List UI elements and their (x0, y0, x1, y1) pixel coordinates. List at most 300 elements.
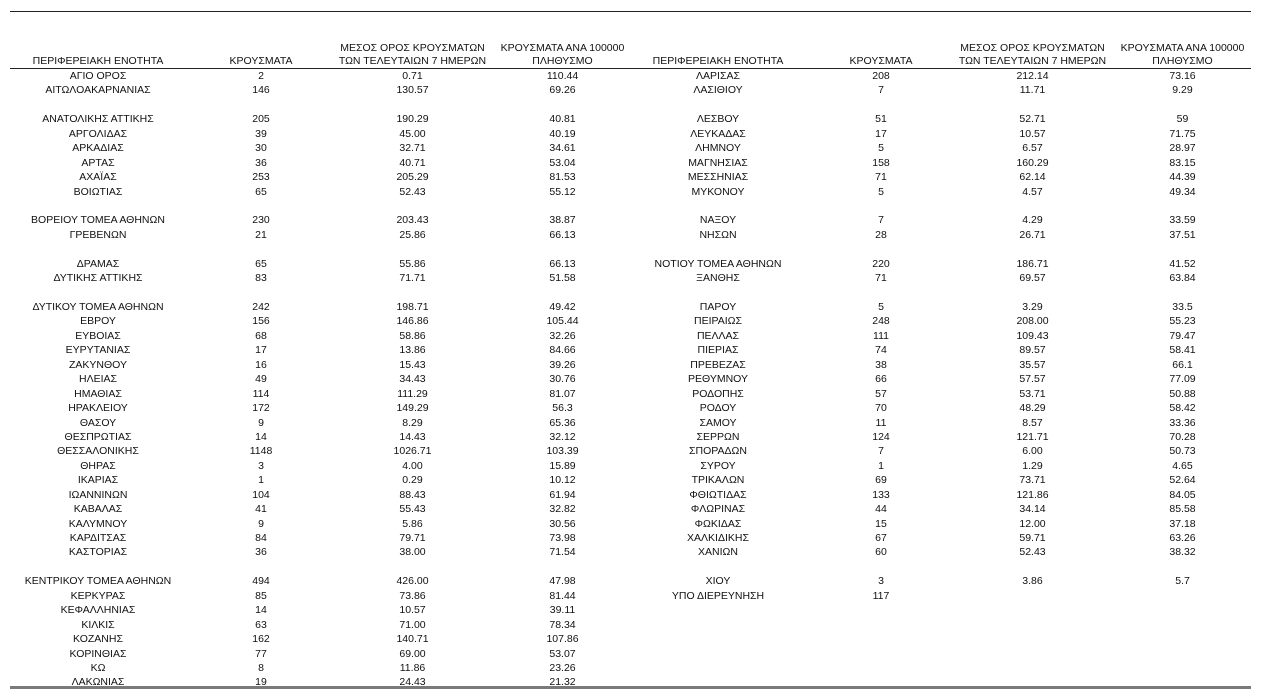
cell-cases: 36 (255, 546, 267, 559)
cell-cases: 7 (878, 214, 884, 227)
header-per100k (1115, 41, 1250, 68)
cell-cases: 41 (255, 503, 267, 516)
cell-avg7: 5.86 (402, 517, 423, 530)
cell-region: ΞΑΝΘΗΣ (696, 272, 740, 285)
cell-region: ΑΙΤΩΛΟΑΚΑΡΝΑΝΙΑΣ (45, 84, 151, 97)
cell-cases: 117 (872, 589, 890, 602)
cell-per100k: 73.98 (549, 532, 576, 544)
cell-cases: 11 (875, 416, 887, 429)
cell-cases: 1 (878, 459, 884, 472)
cell-cases: 1 (258, 474, 264, 487)
cell-region: ΚΑΣΤΟΡΙΑΣ (68, 546, 128, 559)
cell-region: ΜΑΓΝΗΣΙΑΣ (688, 156, 748, 169)
cell-region: ΠΙΕΡΙΑΣ (697, 344, 739, 357)
cell-avg7: 24.43 (399, 676, 426, 689)
cell-cases: 9 (258, 517, 264, 530)
cell-cases: 19 (255, 676, 267, 689)
cell-avg7: 111.29 (397, 387, 428, 400)
cell-cases: 104 (252, 488, 270, 501)
cell-region: ΡΟΔΟΠΗΣ (692, 387, 744, 400)
cell-region: ΚΕΝΤΡΙΚΟΥ ΤΟΜΕΑ ΑΘΗΝΩΝ (24, 575, 172, 588)
header-rule (10, 68, 1251, 69)
cell-avg7: 130.57 (396, 84, 429, 97)
cell-avg7: 6.57 (1022, 142, 1043, 155)
cell-region: ΠΕΛΛΑΣ (696, 329, 740, 342)
cell-region: ΣΑΜΟΥ (699, 416, 737, 429)
cell-region: ΙΩΑΝΝΙΝΩΝ (68, 488, 128, 501)
cell-region: ΒΟΙΩΤΙΑΣ (73, 185, 123, 198)
cell-per100k: 73.16 (1169, 70, 1196, 82)
cell-per100k: 38.87 (549, 214, 576, 227)
cell-cases: 66 (875, 373, 887, 386)
cell-cases: 84 (255, 532, 267, 544)
cell-region: ΚΟΡΙΝΘΙΑΣ (69, 647, 127, 660)
cell-per100k: 71.54 (549, 546, 576, 559)
cell-cases: 21 (255, 228, 267, 241)
cell-per100k: 49.42 (549, 301, 576, 313)
cell-avg7: 38.00 (399, 546, 426, 559)
cell-region: ΧΑΛΚΙΔΙΚΗΣ (687, 532, 749, 544)
cell-avg7: 11.86 (399, 661, 426, 674)
header-per100k (495, 41, 630, 68)
cell-per100k: 40.19 (549, 127, 576, 140)
header-region-text: ΠΕΡΙΦΕΡΕΙΑΚΗ ΕΝΟΤΗΤΑ (652, 55, 784, 67)
cell-cases: 253 (252, 171, 270, 184)
cell-cases: 1148 (249, 445, 273, 458)
cell-per100k: 110.44 (546, 70, 579, 82)
cell-cases: 156 (252, 315, 270, 328)
cell-per100k: 77.09 (1169, 373, 1196, 386)
cell-region: ΙΚΑΡΙΑΣ (77, 474, 119, 487)
cell-cases: 57 (875, 387, 887, 400)
cell-region: ΡΕΘΥΜΝΟΥ (687, 373, 748, 386)
header-per100k-line2: ΠΛΗΘΥΣΜΟ (532, 55, 593, 67)
cell-avg7: 52.71 (1019, 113, 1046, 126)
cell-cases: 85 (255, 589, 267, 602)
cell-cases: 248 (872, 315, 890, 328)
cell-region: ΗΜΑΘΙΑΣ (74, 387, 122, 400)
cell-per100k: 55.12 (549, 185, 576, 198)
cell-per100k: 33.59 (1169, 214, 1196, 227)
cell-per100k: 21.32 (549, 676, 576, 689)
cell-region: ΜΕΣΣΗΝΙΑΣ (687, 171, 749, 184)
cell-region: ΛΑΣΙΘΙΟΥ (693, 84, 743, 97)
cell-per100k: 103.39 (546, 445, 579, 458)
cell-cases: 3 (878, 575, 884, 588)
cell-per100k: 69.26 (549, 84, 576, 97)
cell-per100k: 49.34 (1169, 185, 1196, 198)
cell-per100k: 84.05 (1169, 488, 1196, 501)
cell-cases: 16 (255, 358, 267, 371)
cell-region: ΝΟΤΙΟΥ ΤΟΜΕΑ ΑΘΗΝΩΝ (654, 257, 782, 270)
cell-cases: 83 (255, 272, 267, 285)
cell-cases: 114 (252, 387, 270, 400)
cell-avg7: 57.57 (1019, 373, 1046, 386)
cell-cases: 49 (255, 373, 267, 386)
cell-region: ΥΠΟ ΔΙΕΡΕΥΝΗΣΗ (671, 589, 765, 602)
cell-region: ΚΩ (90, 661, 106, 674)
top-rule (10, 11, 1251, 12)
cell-per100k: 32.82 (549, 503, 576, 516)
cell-avg7: 48.29 (1019, 402, 1046, 415)
cell-cases: 28 (875, 228, 887, 241)
cell-per100k: 58.42 (1169, 402, 1196, 415)
cell-region: ΦΘΙΩΤΙΔΑΣ (689, 488, 747, 501)
cell-cases: 5 (878, 301, 884, 313)
cell-avg7: 73.71 (1019, 474, 1046, 487)
cell-per100k: 81.07 (549, 387, 576, 400)
cell-per100k: 71.75 (1169, 127, 1196, 140)
cell-region: ΗΛΕΙΑΣ (78, 373, 117, 386)
cell-avg7: 10.57 (399, 604, 426, 617)
cell-per100k: 66.13 (549, 257, 576, 270)
cell-avg7: 40.71 (399, 156, 426, 169)
cell-region: ΘΕΣΠΡΩΤΙΑΣ (64, 430, 132, 443)
cell-cases: 65 (255, 257, 267, 270)
cell-per100k: 44.39 (1169, 171, 1196, 184)
cell-cases: 71 (875, 171, 887, 184)
cell-cases: 9 (258, 416, 264, 429)
header-avg-line1: ΜΕΣΟΣ ΟΡΟΣ ΚΡΟΥΣΜΑΤΩΝ (960, 42, 1105, 54)
cell-avg7: 121.86 (1016, 488, 1049, 501)
cell-per100k: 81.44 (549, 589, 576, 602)
cell-avg7: 205.29 (396, 171, 429, 184)
cell-avg7: 8.29 (402, 416, 423, 429)
cell-avg7: 186.71 (1016, 257, 1049, 270)
cell-per100k: 50.73 (1169, 445, 1196, 458)
header-avg-line1: ΜΕΣΟΣ ΟΡΟΣ ΚΡΟΥΣΜΑΤΩΝ (340, 42, 485, 54)
cell-cases: 63 (255, 618, 267, 631)
cell-region: ΚΕΡΚΥΡΑΣ (70, 589, 126, 602)
cell-cases: 7 (878, 84, 884, 97)
cell-region: ΛΑΡΙΣΑΣ (696, 70, 740, 82)
cell-cases: 7 (878, 445, 884, 458)
cell-per100k: 28.97 (1169, 142, 1196, 155)
cell-cases: 124 (872, 430, 890, 443)
cell-region: ΛΑΚΩΝΙΑΣ (71, 676, 125, 689)
cell-cases: 38 (875, 358, 887, 371)
cell-per100k: 59 (1176, 113, 1189, 126)
bottom-rule (10, 686, 1251, 689)
header-cases-text: ΚΡΟΥΣΜΑΤΑ (229, 55, 293, 67)
cell-avg7: 109.43 (1016, 329, 1049, 342)
cell-region: ΦΩΚΙΔΑΣ (694, 517, 742, 530)
cell-per100k: 70.28 (1169, 430, 1196, 443)
cell-per100k: 83.15 (1169, 156, 1196, 169)
cell-region: ΝΗΣΩΝ (699, 228, 737, 241)
cell-region: ΡΟΔΟΥ (699, 402, 737, 415)
header-avg (955, 41, 1110, 68)
cell-per100k: 63.84 (1169, 272, 1196, 285)
cell-region: ΝΑΞΟΥ (699, 214, 737, 227)
cell-avg7: 212.14 (1016, 70, 1049, 82)
cell-avg7: 89.57 (1019, 344, 1046, 357)
cell-per100k: 81.53 (549, 171, 576, 184)
cell-avg7: 69.00 (399, 647, 426, 660)
cell-avg7: 121.71 (1016, 430, 1049, 443)
cell-region: ΔΡΑΜΑΣ (76, 257, 120, 270)
cell-avg7: 3.86 (1022, 575, 1043, 588)
cell-cases: 17 (255, 344, 267, 357)
cell-avg7: 1.29 (1022, 459, 1043, 472)
cell-cases: 60 (875, 546, 887, 559)
cell-cases: 70 (875, 402, 887, 415)
header-region (620, 41, 816, 68)
cell-avg7: 14.43 (399, 430, 426, 443)
cell-per100k: 30.76 (549, 373, 576, 386)
cell-region: ΔΥΤΙΚΗΣ ΑΤΤΙΚΗΣ (53, 272, 143, 285)
cell-region: ΚΑΛΥΜΝΟΥ (68, 517, 128, 530)
cell-per100k: 37.18 (1169, 517, 1196, 530)
cell-avg7: 11.71 (1019, 84, 1046, 97)
cell-per100k: 23.26 (549, 661, 576, 674)
cell-region: ΑΧΑΪΑΣ (79, 171, 117, 184)
cell-per100k: 32.12 (549, 430, 576, 443)
cell-per100k: 78.34 (549, 618, 576, 631)
cell-per100k: 5.7 (1175, 575, 1190, 588)
cell-per100k: 32.26 (549, 329, 576, 342)
cell-avg7: 149.29 (396, 402, 429, 415)
cell-region: ΛΗΜΝΟΥ (695, 142, 741, 155)
cell-region: ΚΕΦΑΛΛΗΝΙΑΣ (60, 604, 136, 617)
cell-cases: 14 (255, 604, 267, 617)
header-cases (215, 41, 307, 68)
cell-cases: 39 (255, 127, 267, 140)
cell-per100k: 10.12 (549, 474, 576, 487)
cell-per100k: 33.5 (1172, 301, 1193, 313)
cell-region: ΚΙΛΚΙΣ (81, 618, 115, 631)
cell-region: ΧΑΝΙΩΝ (698, 546, 738, 559)
cell-cases: 3 (258, 459, 264, 472)
cell-avg7: 88.43 (399, 488, 426, 501)
cell-avg7: 203.43 (396, 214, 429, 227)
cell-region: ΣΠΟΡΑΔΩΝ (689, 445, 747, 458)
cell-region: ΚΑΒΑΛΑΣ (73, 503, 123, 516)
cell-avg7: 0.71 (402, 70, 423, 82)
cell-region: ΠΕΙΡΑΙΩΣ (694, 315, 742, 328)
cell-cases: 71 (875, 272, 887, 285)
cell-cases: 133 (872, 488, 890, 501)
cell-avg7: 426.00 (396, 575, 429, 588)
cell-region: ΔΥΤΙΚΟΥ ΤΟΜΕΑ ΑΘΗΝΩΝ (32, 301, 164, 313)
cell-avg7: 71.00 (399, 618, 426, 631)
cell-cases: 8 (258, 661, 264, 674)
cell-avg7: 10.57 (1019, 127, 1046, 140)
cell-cases: 69 (875, 474, 887, 487)
cell-cases: 158 (872, 156, 890, 169)
cell-avg7: 15.43 (399, 358, 426, 371)
cell-avg7: 55.43 (399, 503, 426, 516)
cell-region: ΗΡΑΚΛΕΙΟΥ (68, 402, 128, 415)
cell-per100k: 39.26 (549, 358, 576, 371)
cell-per100k: 51.58 (549, 272, 576, 285)
cell-avg7: 146.86 (396, 315, 429, 328)
cell-cases: 162 (252, 633, 270, 646)
cell-region: ΑΡΤΑΣ (81, 156, 115, 169)
cell-cases: 146 (252, 84, 270, 97)
cell-region: ΖΑΚΥΝΘΟΥ (68, 358, 127, 371)
cell-per100k: 52.64 (1169, 474, 1196, 487)
header-per100k-line2: ΠΛΗΘΥΣΜΟ (1152, 55, 1213, 67)
cell-avg7: 3.29 (1022, 301, 1043, 313)
cell-region: ΣΕΡΡΩΝ (696, 430, 740, 443)
cell-region: ΕΥΡΥΤΑΝΙΑΣ (65, 344, 131, 357)
cell-region: ΚΑΡΔΙΤΣΑΣ (69, 532, 127, 544)
cell-avg7: 71.71 (399, 272, 426, 285)
cell-avg7: 32.71 (399, 142, 426, 155)
cell-avg7: 190.29 (396, 113, 429, 126)
cell-region: ΑΡΓΟΛΙΔΑΣ (68, 127, 128, 140)
header-cases-text: ΚΡΟΥΣΜΑΤΑ (849, 55, 913, 67)
cell-avg7: 52.43 (1019, 546, 1046, 559)
header-per100k-line1: ΚΡΟΥΣΜΑΤΑ ΑΝΑ 100000 (1120, 42, 1245, 54)
cell-cases: 30 (255, 142, 267, 155)
cell-per100k: 79.47 (1169, 329, 1196, 342)
cell-avg7: 73.86 (399, 589, 426, 602)
cell-cases: 74 (875, 344, 887, 357)
cell-per100k: 84.66 (549, 344, 576, 357)
cell-per100k: 41.52 (1169, 257, 1196, 270)
cell-per100k: 34.61 (549, 142, 576, 155)
cell-avg7: 45.00 (399, 127, 426, 140)
cell-per100k: 58.41 (1169, 344, 1196, 357)
cell-avg7: 53.71 (1019, 387, 1046, 400)
cell-per100k: 65.36 (549, 416, 576, 429)
cell-cases: 205 (252, 113, 270, 126)
cell-per100k: 56.3 (552, 402, 573, 415)
cell-per100k: 53.07 (549, 647, 576, 660)
cell-region: ΠΑΡΟΥ (699, 301, 737, 313)
cell-avg7: 26.71 (1019, 228, 1046, 241)
cell-region: ΚΟΖΑΝΗΣ (73, 633, 123, 646)
cell-region: ΦΛΩΡΙΝΑΣ (690, 503, 746, 516)
cell-per100k: 66.13 (549, 228, 576, 241)
cell-per100k: 15.89 (549, 459, 576, 472)
header-per100k-line1: ΚΡΟΥΣΜΑΤΑ ΑΝΑ 100000 (500, 42, 625, 54)
header-region (0, 41, 196, 68)
cell-cases: 44 (875, 503, 887, 516)
cell-avg7: 58.86 (399, 329, 426, 342)
cell-region: ΑΝΑΤΟΛΙΚΗΣ ΑΤΤΙΚΗΣ (42, 113, 154, 126)
cell-per100k: 33.36 (1169, 416, 1196, 429)
cell-avg7: 62.14 (1019, 171, 1046, 184)
cell-region: ΘΑΣΟΥ (79, 416, 117, 429)
cell-region: ΑΡΚΑΔΙΑΣ (72, 142, 124, 155)
cell-per100k: 63.26 (1169, 532, 1196, 544)
cell-avg7: 4.57 (1022, 185, 1043, 198)
cell-avg7: 12.00 (1019, 517, 1046, 530)
cell-per100k: 39.11 (549, 604, 576, 617)
cell-region: ΑΓΙΟ ΟΡΟΣ (69, 70, 127, 82)
header-cases (835, 41, 927, 68)
cell-cases: 77 (255, 647, 267, 660)
cell-cases: 172 (252, 402, 270, 415)
cell-cases: 15 (875, 517, 887, 530)
cell-avg7: 55.86 (399, 257, 426, 270)
cell-per100k: 38.32 (1169, 546, 1196, 559)
cell-per100k: 47.98 (549, 575, 576, 588)
cell-avg7: 4.29 (1022, 214, 1043, 227)
cell-cases: 17 (875, 127, 887, 140)
cell-cases: 68 (255, 329, 267, 342)
cell-avg7: 25.86 (399, 228, 426, 241)
cell-avg7: 208.00 (1016, 315, 1049, 328)
cell-region: ΘΗΡΑΣ (80, 459, 116, 472)
cell-per100k: 66.1 (1172, 358, 1193, 371)
header-avg (335, 41, 490, 68)
cell-region: ΧΙΟΥ (705, 575, 731, 588)
cell-region: ΤΡΙΚΑΛΩΝ (691, 474, 745, 487)
cell-cases: 230 (252, 214, 270, 227)
cell-cases: 2 (258, 70, 264, 82)
cell-per100k: 30.56 (549, 517, 576, 530)
cell-avg7: 198.71 (396, 301, 429, 313)
cell-region: ΠΡΕΒΕΖΑΣ (690, 358, 746, 371)
cell-avg7: 4.00 (402, 459, 423, 472)
cell-cases: 220 (872, 257, 890, 270)
cell-region: ΛΕΣΒΟΥ (696, 113, 740, 126)
cell-avg7: 13.86 (399, 344, 426, 357)
cell-cases: 51 (875, 113, 887, 126)
cell-per100k: 4.65 (1172, 459, 1193, 472)
cell-cases: 65 (255, 185, 267, 198)
cell-per100k: 37.51 (1169, 228, 1196, 241)
header-avg-line2: ΤΩΝ ΤΕΛΕΥΤΑΙΩΝ 7 ΗΜΕΡΩΝ (958, 55, 1107, 67)
header-region-text: ΠΕΡΙΦΕΡΕΙΑΚΗ ΕΝΟΤΗΤΑ (32, 55, 164, 67)
cell-cases: 494 (252, 575, 270, 588)
cell-per100k: 53.04 (549, 156, 576, 169)
cell-cases: 242 (252, 301, 270, 313)
cell-cases: 36 (255, 156, 267, 169)
cell-per100k: 40.81 (549, 113, 576, 126)
cell-cases: 5 (878, 142, 884, 155)
cell-avg7: 35.57 (1019, 358, 1046, 371)
cell-per100k: 107.86 (546, 633, 579, 646)
cell-per100k: 85.58 (1169, 503, 1196, 516)
cell-per100k: 50.88 (1169, 387, 1196, 400)
cell-per100k: 61.94 (549, 488, 576, 501)
cell-avg7: 69.57 (1019, 272, 1046, 285)
cell-per100k: 55.23 (1169, 315, 1196, 328)
cell-region: ΜΥΚΟΝΟΥ (691, 185, 745, 198)
cell-avg7: 160.29 (1016, 156, 1049, 169)
cell-region: ΕΒΡΟΥ (80, 315, 116, 328)
cell-region: ΓΡΕΒΕΝΩΝ (69, 228, 127, 241)
cell-cases: 5 (878, 185, 884, 198)
cell-avg7: 79.71 (399, 532, 426, 544)
header-avg-line2: ΤΩΝ ΤΕΛΕΥΤΑΙΩΝ 7 ΗΜΕΡΩΝ (338, 55, 487, 67)
cell-per100k: 9.29 (1172, 84, 1193, 97)
cell-region: ΒΟΡΕΙΟΥ ΤΟΜΕΑ ΑΘΗΝΩΝ (31, 214, 165, 227)
cell-region: ΛΕΥΚΑΔΑΣ (690, 127, 746, 140)
cell-avg7: 0.29 (402, 474, 423, 487)
cell-avg7: 140.71 (396, 633, 429, 646)
cell-avg7: 1026.71 (393, 445, 432, 458)
cell-cases: 208 (872, 70, 890, 82)
cell-per100k: 105.44 (546, 315, 579, 328)
cell-region: ΕΥΒΟΙΑΣ (75, 329, 121, 342)
cell-region: ΘΕΣΣΑΛΟΝΙΚΗΣ (57, 445, 139, 458)
cell-avg7: 6.00 (1022, 445, 1043, 458)
cell-cases: 67 (875, 532, 887, 544)
cell-cases: 111 (873, 329, 889, 342)
cell-region: ΣΥΡΟΥ (700, 459, 736, 472)
cell-avg7: 34.14 (1019, 503, 1046, 516)
cell-avg7: 59.71 (1019, 532, 1046, 544)
cell-cases: 14 (255, 430, 267, 443)
cell-avg7: 8.57 (1022, 416, 1043, 429)
cell-avg7: 34.43 (399, 373, 426, 386)
